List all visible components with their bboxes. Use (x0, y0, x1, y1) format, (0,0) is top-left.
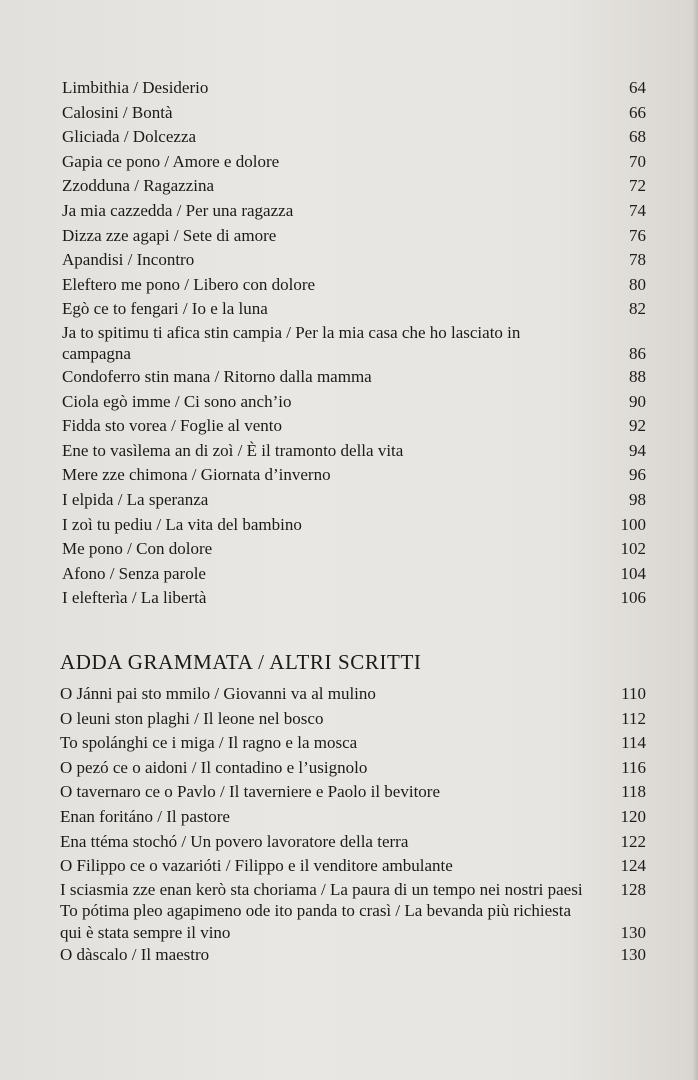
toc-entry-page: 80 (629, 274, 646, 294)
toc-entry-page: 122 (620, 831, 646, 851)
toc-entry-page: 116 (621, 757, 646, 777)
toc-entry-title: O Filippo ce o vazarióti / Filippo e il venditore ambulante (60, 856, 453, 876)
toc-entry-page: 66 (629, 102, 646, 122)
toc-entry-title: Ciola egò imme / Ci sono anch’io (62, 391, 292, 411)
toc-entry-title: O Jánni pai sto mmilo / Giovanni va al mulino (60, 684, 376, 703)
toc-entry-page: 74 (629, 200, 646, 220)
toc-entry (62, 174, 646, 199)
toc-entry (62, 76, 646, 101)
toc-entry-title: Condoferro stin mana / Ritorno dalla mamma (62, 366, 372, 386)
toc-entry (62, 224, 646, 249)
toc-entry-title: Gliciada / Dolcezza (62, 127, 197, 147)
toc-entry (62, 125, 646, 150)
toc-entry-page: 72 (629, 176, 646, 196)
toc-entry-page: 88 (629, 366, 646, 386)
toc-entry (60, 830, 646, 855)
toc-entry-page: 124 (620, 856, 646, 876)
toc-entry-page: 68 (629, 127, 646, 147)
toc-entry-title: Ena ttéma stochó / Un povero lavoratore della terra (60, 831, 409, 851)
toc-entry-title: Me pono / Con dolore (62, 539, 213, 559)
toc-entry-page: 130 (620, 922, 646, 942)
toc-entry-title: To spolánghi ce i miga / Il ragno e la mosca (60, 733, 358, 753)
toc-entry (62, 414, 646, 439)
toc-entry-page: 112 (621, 708, 646, 728)
toc-entry-page: 90 (629, 391, 646, 411)
toc-entry-page: 100 (620, 514, 646, 534)
toc-entry-title: O leuni ston plaghi / Il leone nel bosco (60, 708, 324, 728)
toc-entry-page: 78 (629, 250, 646, 270)
toc-entry-title: Mere zze chimona / Giornata d’inverno (62, 465, 331, 485)
toc-entry-title: Fidda sto vorea / Foglie al vento (62, 416, 283, 436)
toc-entry-title: Ja mia cazzedda / Per una ragazza (62, 200, 294, 220)
toc-entry-page: 106 (620, 588, 646, 608)
toc-entry (62, 586, 646, 611)
toc-entry-page: 64 (629, 78, 646, 97)
toc-entry-title: I elefterìa / La libertà (62, 588, 207, 608)
page-edge-shadow (692, 0, 698, 1080)
toc-entry-title: To pótima pleo agapimeno ode ito panda to crasì / La bevanda più richiesta qui è stata sempre il vino (60, 901, 572, 942)
toc-entry (60, 943, 646, 968)
toc-entry (62, 513, 646, 538)
toc-entry-title: Apandisi / Incontro (62, 250, 195, 270)
toc-entry (62, 248, 646, 273)
toc-entry (62, 390, 646, 415)
toc-entry-page: 96 (629, 465, 646, 485)
toc-entry-page: 128 (620, 879, 646, 899)
toc-entry (62, 199, 646, 224)
toc-entry-page: 110 (621, 684, 646, 703)
toc-entry (62, 101, 646, 126)
toc-entry-title: O tavernaro ce o Pavlo / Il taverniere e Paolo il bevitore (60, 782, 440, 802)
toc-entry-title: Dizza zze agapi / Sete di amore (62, 225, 277, 245)
toc-entry-title: Ja to spitimu ti afica stin campia / Per la mia casa che ho lasciato in campagna (62, 322, 521, 364)
toc-entry-title: I elpida / La speranza (62, 489, 209, 509)
toc-entry (62, 463, 646, 488)
toc-entry (60, 731, 646, 756)
toc-entry (60, 900, 646, 943)
toc-entry (60, 780, 646, 805)
toc-entry (62, 365, 646, 390)
toc-entry (62, 297, 646, 322)
toc-entry-title: Egò ce to fengari / Io e la luna (62, 299, 268, 319)
toc-entry-title: Ene to vasìlema an di zoì / È il tramonto della vita (62, 440, 404, 460)
toc-entry-title: Enan foritáno / Il pastore (60, 806, 230, 826)
toc-entry-page: 82 (629, 299, 646, 319)
toc-entry (62, 488, 646, 513)
toc-entry (60, 879, 646, 901)
toc-entry-page: 92 (629, 416, 646, 436)
toc-entry-page: 118 (621, 782, 646, 802)
toc-entry (62, 537, 646, 562)
table-of-contents-part2 (60, 682, 646, 968)
toc-entry-page: 104 (620, 563, 646, 583)
toc-entry-title: I zoì tu pediu / La vita del bambino (62, 514, 302, 534)
toc-entry-page: 114 (621, 733, 646, 753)
toc-entry-title: O dàscalo / Il maestro (60, 945, 210, 965)
toc-entry-title: Afono / Senza parole (62, 563, 206, 583)
toc-entry-title: Zzodduna / Ragazzina (62, 176, 214, 196)
toc-entry-page: 86 (629, 344, 646, 364)
toc-entry-title: Gapia ce pono / Amore e dolore (62, 151, 280, 171)
toc-entry-title: Limbithia / Desiderio (62, 78, 209, 97)
toc-entry (60, 707, 646, 732)
toc-entry-page: 70 (629, 151, 646, 171)
section-heading: ADDA GRAMMATA / ALTRI SCRITTI (60, 650, 422, 674)
toc-entry (62, 322, 646, 365)
toc-entry-page: 120 (620, 806, 646, 826)
toc-entry (62, 562, 646, 587)
toc-entry-page: 98 (629, 489, 646, 509)
toc-entry (60, 805, 646, 830)
toc-entry-page: 102 (620, 539, 646, 559)
toc-entry (60, 756, 646, 781)
toc-entry-page: 76 (629, 225, 646, 245)
toc-entry-page: 130 (620, 945, 646, 965)
toc-entry (60, 682, 646, 707)
toc-entry (62, 439, 646, 464)
toc-entry-page: 94 (629, 440, 646, 460)
toc-entry (62, 150, 646, 175)
toc-entry-title: Calosini / Bontà (62, 102, 173, 122)
toc-entry (60, 854, 646, 879)
toc-entry-title: I sciasmia zze enan kerò sta choriama / La paura di un tempo nei nostri paesi (60, 879, 583, 899)
toc-entry-title: O pezó ce o aidoni / Il contadino e l’usignolo (60, 757, 368, 777)
toc-entry (62, 273, 646, 298)
table-of-contents-part1 (62, 76, 646, 611)
toc-entry-title: Eleftero me pono / Libero con dolore (62, 274, 316, 294)
